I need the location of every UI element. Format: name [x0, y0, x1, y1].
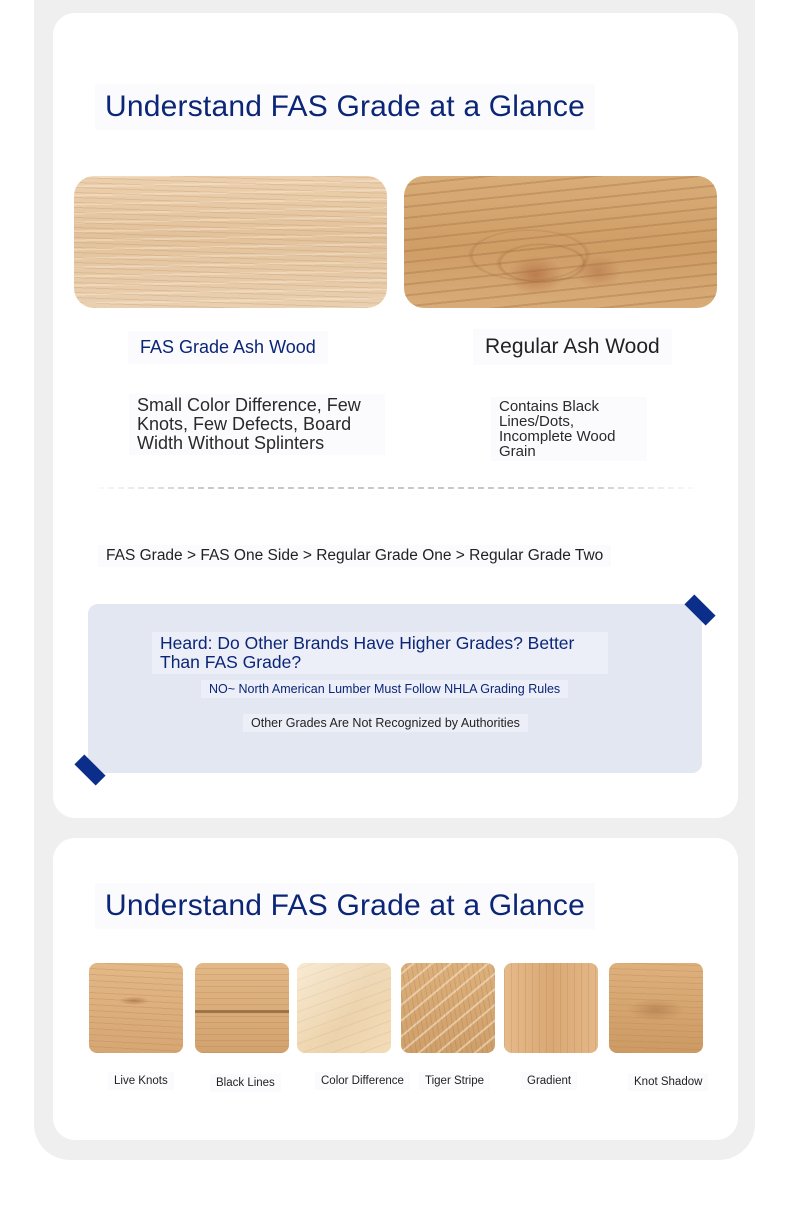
regular-wood-label: Regular Ash Wood [473, 329, 672, 365]
grade-hierarchy: FAS Grade > FAS One Side > Regular Grade One > Regular Grade Two [98, 545, 611, 567]
knot-shadow-image [609, 963, 703, 1053]
regular-wood-description: Contains Black Lines/Dots, Incomplete Wood Grain [491, 397, 647, 461]
feature-label-tiger-stripe: Tiger Stripe [419, 1072, 490, 1090]
section-title: Understand FAS Grade at a Glance [95, 883, 595, 929]
regular-ash-wood-image [404, 176, 717, 308]
feature-label-gradient: Gradient [521, 1072, 577, 1090]
black-lines-image [195, 963, 289, 1053]
feature-label-black-lines: Black Lines [210, 1074, 281, 1092]
feature-label-color-difference: Color Difference [315, 1072, 410, 1090]
fas-ash-wood-image [74, 176, 387, 308]
dashed-divider [88, 487, 704, 489]
fas-wood-label: FAS Grade Ash Wood [128, 331, 328, 364]
fas-wood-description: Small Color Difference, Few Knots, Few Defects, Board Width Without Splinters [129, 394, 385, 455]
tiger-stripe-image [401, 963, 495, 1053]
section-title: Understand FAS Grade at a Glance [95, 84, 595, 130]
live-knots-image [89, 963, 183, 1053]
notice-question: Heard: Do Other Brands Have Higher Grades? Better Than FAS Grade? [152, 632, 608, 674]
notice-answer: NO~ North American Lumber Must Follow NHLA Grading Rules [201, 680, 568, 698]
notice-note: Other Grades Are Not Recognized by Authorities [243, 714, 528, 732]
feature-label-knot-shadow: Knot Shadow [628, 1073, 708, 1091]
gradient-image [504, 963, 598, 1053]
color-difference-image [297, 963, 391, 1053]
feature-label-live-knots: Live Knots [108, 1072, 174, 1090]
